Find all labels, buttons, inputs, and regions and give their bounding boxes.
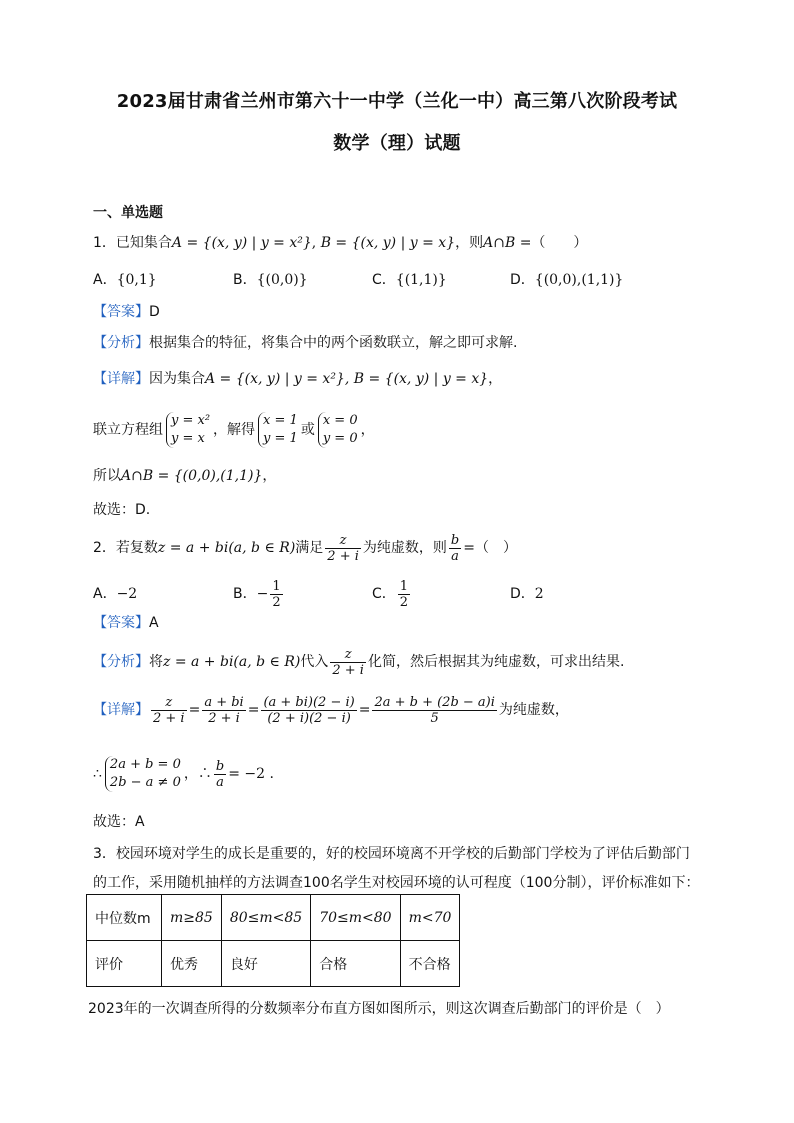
table-row <box>87 895 460 941</box>
option-label: A． <box>93 272 117 288</box>
condition-1: 2a + b = 0 <box>109 757 181 772</box>
fraction-denominator: a <box>451 548 459 564</box>
option-label: D． <box>510 586 535 602</box>
fraction-numerator: z <box>151 695 187 711</box>
fraction-numerator: a + bi <box>204 694 244 710</box>
q1-detail <box>93 369 502 389</box>
q3-stem-line2: 的工作，采用随机抽样的方法调查100名学生对校园环境的认可程度（100分制），评价标准如下： <box>93 875 700 891</box>
fraction-numerator: b <box>215 758 225 774</box>
option-value: {(0,0)} <box>256 272 308 288</box>
q2-option-c <box>372 576 412 612</box>
detail-tag: 【详解】 <box>93 702 149 718</box>
solve-end: ， <box>360 422 375 438</box>
condition-2: 2b − a ≠ 0 <box>109 775 181 790</box>
detail-suffix: ， <box>488 371 503 387</box>
q1-set-a: A = {(x, y) | y = x²} <box>171 235 312 251</box>
q2-conditions <box>93 754 274 794</box>
fraction-numerator: b <box>450 532 460 548</box>
analysis-mid: 代入 <box>300 654 329 670</box>
table-cell: 良好 <box>221 941 310 987</box>
analysis-tag: 【分析】 <box>93 335 149 351</box>
q1-analysis <box>93 333 517 353</box>
system-eq-1: y = x² <box>171 413 211 428</box>
q1-stem-suffix: （ ） <box>531 235 588 251</box>
q1-set-b: B = {(x, y) | y = x} <box>320 235 456 251</box>
q2-stem-mid2: 为纯虚数，则 <box>362 540 447 556</box>
fraction-numerator: z <box>325 533 361 549</box>
fraction-numerator: 1 <box>272 578 281 594</box>
table-cell: 优秀 <box>162 941 222 987</box>
fraction-denominator: 2 <box>272 594 281 610</box>
fraction-numerator: 1 <box>399 578 409 594</box>
option-fraction <box>398 579 410 610</box>
fraction-denominator: (2 + i)(2 − i) <box>267 710 351 726</box>
table-cell: 评价 <box>87 941 162 987</box>
q2-option-a <box>93 576 137 612</box>
detail-fraction-4 <box>372 695 496 726</box>
answer-tag: 【答案】 <box>93 304 149 320</box>
option-value: {0,1} <box>116 272 157 288</box>
q1-sep: , <box>311 235 321 251</box>
table-row <box>87 941 460 987</box>
q1-answer <box>93 302 160 322</box>
solution-2 <box>318 412 358 448</box>
analysis-suffix: 化简，然后根据其为纯虚数，可求出结果. <box>367 654 625 670</box>
analysis-prefix: 将 <box>149 654 163 670</box>
q2-z-def: z = a + bi(a, b ∈ R) <box>157 540 296 556</box>
q2-analysis <box>93 644 624 680</box>
analysis-fraction <box>330 647 366 678</box>
fraction-denominator: 5 <box>430 710 439 726</box>
exam-subtitle: 数学（理）试题 <box>333 133 461 154</box>
detail-fraction-3 <box>261 695 356 726</box>
fraction-numerator: z <box>330 647 366 663</box>
q2-stem-mid: 满足 <box>295 540 324 556</box>
table-header-cell: 80≤m<85 <box>221 895 310 941</box>
fraction-denominator: 2 + i <box>153 710 185 726</box>
solve-prefix: 联立方程组 <box>93 422 163 438</box>
table-header-cell: m<70 <box>400 895 460 941</box>
system-eq-2: y = x <box>171 431 205 446</box>
fraction-denominator: 2 + i <box>332 662 364 678</box>
fraction-denominator: 2 <box>399 594 409 610</box>
q2-detail: 【详解】 $\frac{z}{2 + i}$ = $\frac{a + bi}{2 + i}$ = $\frac{(a + bi)(2 - i)}{(2 + i)(2 - i)}$ = $\frac{2a + b + (2b - a)i}{5}$ 为纯虚数， <box>93 694 569 726</box>
table-header-cell: 70≤m<80 <box>311 895 400 941</box>
q1-choose: 故选：D. <box>93 502 151 518</box>
option-fraction <box>270 579 282 610</box>
fraction-denominator: 2 + i <box>327 548 359 564</box>
result-end: ， <box>262 468 277 484</box>
option-value: {(0,0),(1,1)} <box>534 272 624 288</box>
q1-option-d <box>510 270 623 290</box>
q2-stem-fraction <box>325 533 361 564</box>
option-value: 2 <box>534 586 544 602</box>
therefore-symbol: ∴ <box>93 766 102 782</box>
answer-tag: 【答案】 <box>93 615 149 631</box>
q1-option-a <box>93 270 157 290</box>
q1-option-c <box>372 270 447 290</box>
q2-stem-prefix: 2．若复数 <box>93 540 158 556</box>
q2-stem <box>93 530 517 566</box>
exam-title: 2023届甘肃省兰州市第六十一中学（兰化一中）高三第八次阶段考试 <box>116 91 678 112</box>
q1-result <box>93 466 276 486</box>
sol2-eq-1: x = 0 <box>322 413 358 428</box>
sol1-eq-1: x = 1 <box>263 413 298 428</box>
q3-stem-line1: 3．校园环境对学生的成长是重要的，好的校园环境离不开学校的后勤部门学校为了评估后勤部门 <box>93 846 690 862</box>
solve-mid: ，解得 <box>213 422 256 438</box>
q2-stem-suffix: =（ ） <box>463 540 517 556</box>
equation-system <box>166 412 210 448</box>
option-value: − <box>256 586 269 602</box>
q2-option-b <box>233 576 285 612</box>
fraction-numerator: (a + bi)(2 − i) <box>263 694 355 710</box>
result-prefix: 所以 <box>93 468 121 484</box>
detail-suffix: 为纯虚数， <box>498 702 569 718</box>
q1-stem-prefix: 1．已知集合 <box>93 235 172 251</box>
condition-system <box>105 756 181 792</box>
table-cell: 合格 <box>311 941 400 987</box>
sol1-eq-2: y = 1 <box>263 431 298 446</box>
final-fraction <box>214 759 226 790</box>
result-value: A∩B = {(0,0),(1,1)} <box>121 468 263 484</box>
detail-prefix: 因为集合 <box>149 371 205 387</box>
option-label: C． <box>372 272 396 288</box>
detail-tag: 【详解】 <box>93 371 149 387</box>
option-label: B． <box>233 586 257 602</box>
q2-ratio-fraction <box>449 533 461 564</box>
grading-table <box>86 894 460 987</box>
option-label: B． <box>233 272 257 288</box>
option-value: {(1,1)} <box>395 272 447 288</box>
final-value: = −2 . <box>228 766 274 782</box>
answer-value: D <box>149 304 160 320</box>
fraction-denominator: a <box>216 774 224 790</box>
q2-option-d <box>510 576 544 612</box>
analysis-text: 根据集合的特征，将集合中的两个函数联立，解之即可求解. <box>149 335 518 351</box>
q2-choose: 故选：A <box>93 814 145 830</box>
fraction-denominator: 2 + i <box>208 710 240 726</box>
q1-stem-mid: ，则 <box>455 235 484 251</box>
q1-stem <box>93 233 587 253</box>
option-label: C． <box>372 586 396 602</box>
detail-sets: A = {(x, y) | y = x²}, B = {(x, y) | y = x} <box>205 371 489 387</box>
therefore-symbol-2: ，∴ <box>183 766 212 782</box>
q2-answer <box>93 613 159 633</box>
detail-fraction-2 <box>202 695 245 726</box>
analysis-z: z = a + bi(a, b ∈ R) <box>163 654 301 670</box>
option-label: A． <box>93 586 117 602</box>
analysis-tag: 【分析】 <box>93 654 149 670</box>
q1-intersect: A∩B = <box>483 235 532 251</box>
option-label: D． <box>510 272 535 288</box>
q1-solve-line <box>93 410 375 450</box>
section-heading: 一、单选题 <box>93 205 163 221</box>
table-header-cell: 中位数m <box>87 895 162 941</box>
table-cell: 不合格 <box>400 941 460 987</box>
detail-fraction-1 <box>151 695 187 726</box>
or-word: 或 <box>300 422 315 438</box>
fraction-numerator: 2a + b + (2b − a)i <box>374 694 495 710</box>
q3-stem-line3: 2023年的一次调查所得的分数频率分布直方图如图所示，则这次调查后勤部门的评价是（ ） <box>88 1001 670 1017</box>
solution-1 <box>258 412 298 448</box>
option-value: −2 <box>116 586 138 602</box>
q1-option-b <box>233 270 308 290</box>
answer-value: A <box>149 615 159 631</box>
table-header-cell: m≥85 <box>162 895 222 941</box>
sol2-eq-2: y = 0 <box>322 431 358 446</box>
